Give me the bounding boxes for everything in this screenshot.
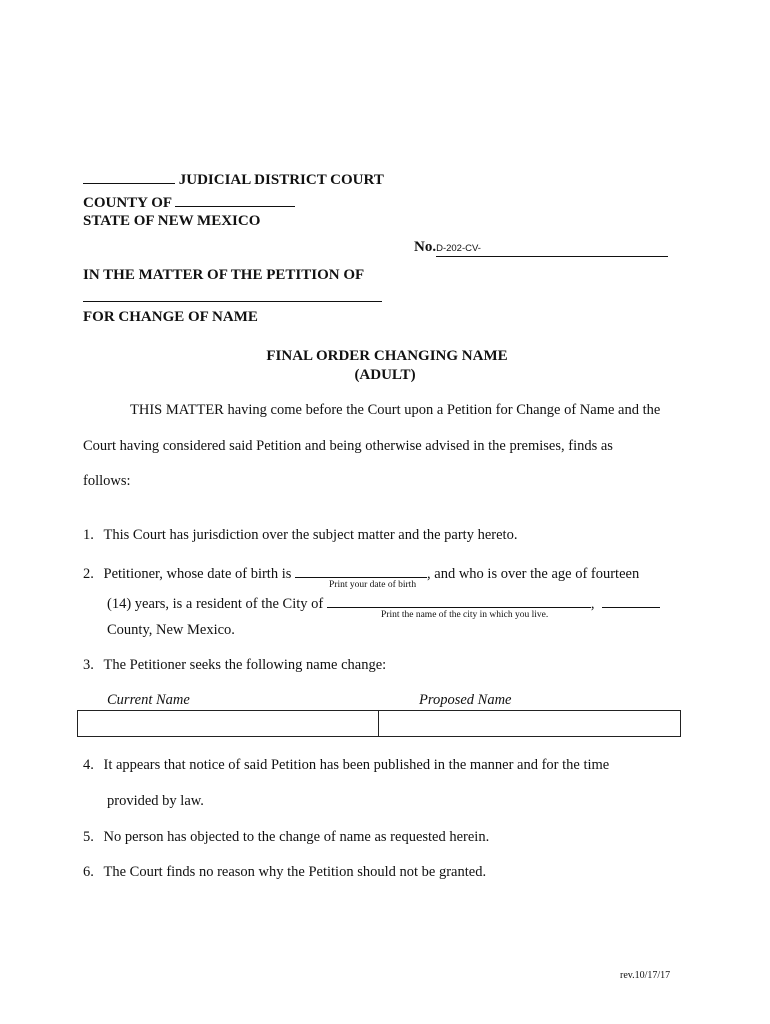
document-subtitle: (ADULT) (354, 367, 416, 383)
case-number-prefix: D-202-CV- (436, 243, 481, 254)
finding-2-line-3: County, New Mexico. (107, 622, 235, 638)
name-change-table (77, 710, 681, 737)
finding-5-number: 5. (83, 829, 94, 845)
dob-hint: Print your date of birth (329, 580, 417, 590)
finding-2-text-a: Petitioner, whose date of birth is (103, 566, 292, 582)
case-number-field[interactable] (436, 238, 668, 257)
document-title: FINAL ORDER CHANGING NAME (266, 348, 508, 364)
current-name-header: Current Name (107, 692, 190, 708)
current-name-field[interactable] (78, 711, 379, 736)
county-line (83, 192, 295, 212)
proposed-name-field[interactable] (379, 711, 680, 736)
county-field[interactable] (175, 192, 295, 207)
finding-5 (83, 829, 489, 846)
city-hint: Print the name of the city in which you live. (381, 610, 549, 620)
finding-3-number: 3. (83, 657, 94, 673)
finding-1 (83, 527, 517, 544)
finding-6-number: 6. (83, 864, 94, 880)
petitioner-name-field[interactable] (83, 301, 382, 302)
finding-4-line-2: provided by law. (107, 793, 204, 809)
finding-6 (83, 864, 486, 881)
court-line (83, 169, 384, 189)
county-name-field[interactable] (602, 593, 660, 608)
change-of-name-line: FOR CHANGE OF NAME (83, 309, 258, 325)
finding-4-text: It appears that notice of said Petition has been published in the manner and for the time (103, 757, 610, 773)
finding-2-number: 2. (83, 566, 94, 582)
district-number-field[interactable] (83, 169, 175, 184)
matter-line: IN THE MATTER OF THE PETITION OF (83, 267, 365, 283)
intro-line-2: Court having considered said Petition and being otherwise advised in the premises, finds as (83, 438, 613, 454)
finding-4-line-1 (83, 757, 609, 774)
intro-line-1: THIS MATTER having come before the Court upon a Petition for Change of Name and the (130, 402, 661, 418)
finding-1-text: This Court has jurisdiction over the subject matter and the party hereto. (103, 527, 518, 543)
county-label: COUNTY OF (83, 195, 172, 211)
case-number-line (414, 238, 668, 257)
finding-3 (83, 657, 386, 674)
intro-line-3: follows: (83, 473, 131, 489)
court-name: JUDICIAL DISTRICT COURT (178, 172, 384, 188)
finding-2-comma: , (590, 596, 595, 612)
finding-6-text: The Court finds no reason why the Petition should not be granted. (103, 864, 487, 880)
finding-5-text: No person has objected to the change of name as requested herein. (103, 829, 490, 845)
finding-1-number: 1. (83, 527, 94, 543)
finding-3-text: The Petitioner seeks the following name change: (103, 657, 387, 673)
state-label: STATE OF NEW MEXICO (83, 213, 261, 229)
revision-label: rev.10/17/17 (620, 970, 671, 981)
finding-2-text-b: , and who is over the age of fourteen (427, 566, 640, 582)
proposed-name-header: Proposed Name (419, 692, 512, 708)
case-number-label: No. (414, 239, 437, 255)
city-field[interactable] (327, 593, 591, 608)
finding-4-number: 4. (83, 757, 94, 773)
finding-2-text-c: (14) years, is a resident of the City of (107, 596, 324, 612)
date-of-birth-field[interactable] (295, 563, 427, 578)
